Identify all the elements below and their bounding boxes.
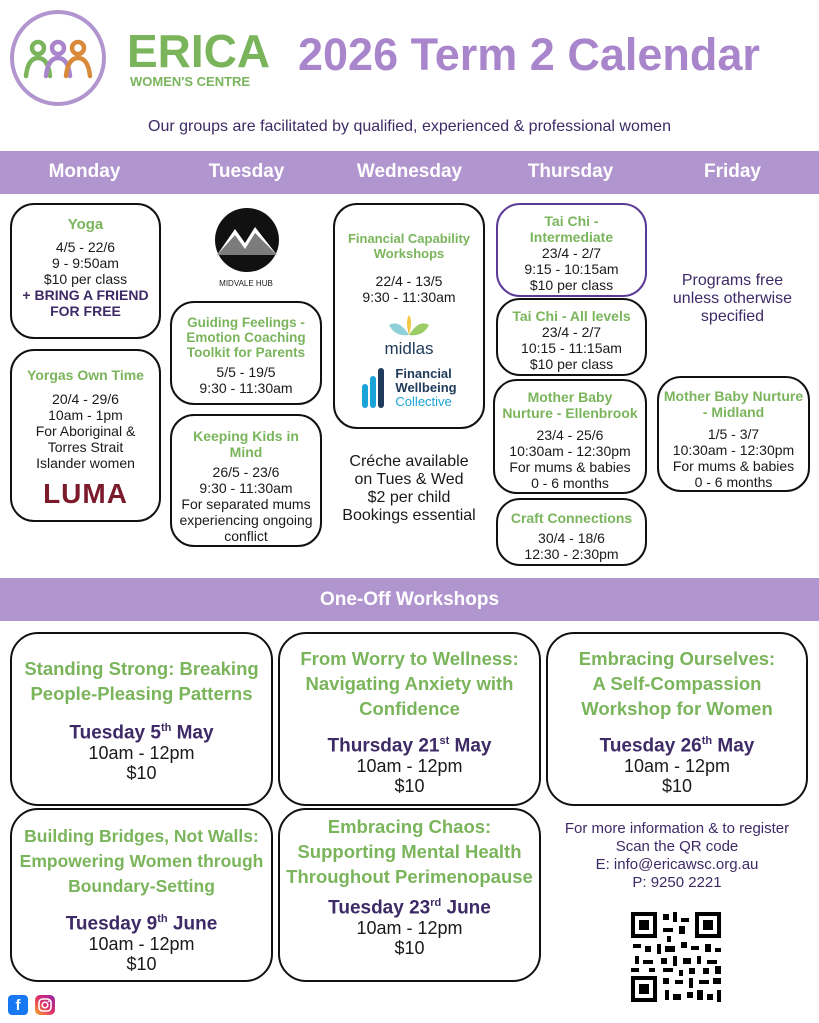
instagram-icon[interactable] — [35, 995, 55, 1015]
card-craft-connections — [496, 498, 647, 566]
day-wednesday: Wednesday — [356, 161, 463, 182]
fwc-logo — [335, 366, 483, 410]
card-ages: 0 - 6 months — [531, 475, 609, 491]
card-taichi-intermediate — [496, 203, 647, 297]
fwc-line: Financial — [395, 366, 452, 381]
card-dates: 22/4 - 13/5 — [375, 273, 443, 289]
fwc-line: Wellbeing — [395, 380, 457, 395]
card-financial-capability — [333, 203, 485, 429]
card-title: Tai Chi - Intermediate — [529, 213, 614, 245]
creche-line: Créche available — [349, 453, 469, 470]
card-title: Mother Baby Nurture - Ellenbrook — [502, 389, 638, 421]
card-time: 10:15 - 11:15am — [521, 340, 622, 356]
card-dates: 1/5 - 3/7 — [707, 426, 760, 442]
card-dates: 20/4 - 29/6 — [52, 391, 119, 407]
note-line: specified — [700, 308, 765, 325]
card-time: 9:15 - 10:15am — [524, 261, 619, 277]
creche-line: on Tues & Wed — [354, 471, 464, 488]
note-line: Programs free — [681, 272, 784, 289]
workshop-card — [546, 632, 808, 806]
brand-subtitle: WOMEN'S CENTRE — [130, 74, 251, 89]
workshop-time: 10am - 12pm — [356, 756, 463, 777]
creche-line: Bookings essential — [342, 507, 476, 524]
workshop-time: 10am - 12pm — [88, 934, 195, 955]
card-dates: 4/5 - 22/6 — [55, 239, 116, 255]
workshop-time: 10am - 12pm — [356, 918, 463, 939]
lotus-icon — [385, 315, 433, 337]
page-title: 2026 Term 2 Calendar — [298, 29, 760, 80]
card-title: Mother Baby Nurture - Midland — [663, 388, 804, 420]
card-title: Financial Capability Workshops — [347, 231, 471, 261]
workshop-title: From Worry to Wellness: Navigating Anxiety with Confidence — [300, 648, 519, 719]
card-title: Tai Chi - All levels — [512, 308, 631, 324]
workshop-card — [10, 632, 273, 806]
card-dates: 23/4 - 2/7 — [541, 245, 602, 261]
card-ages: 0 - 6 months — [694, 474, 773, 490]
workshop-title: Embracing Chaos: Supporting Mental Health Throughout Perimenopause — [286, 816, 533, 887]
card-dates: 26/5 - 23/6 — [212, 464, 280, 480]
card-desc: For separated mums experiencing ongoing conflict — [179, 496, 313, 544]
card-time: 9:30 - 11:30am — [199, 380, 293, 396]
programs-free-note — [651, 272, 814, 326]
oneoff-heading: One-Off Workshops — [319, 589, 500, 610]
date-suffix: th — [160, 722, 172, 734]
card-guiding-feelings — [170, 301, 322, 405]
workshop-date — [280, 893, 539, 918]
card-title: Yorgas Own Time — [27, 367, 144, 383]
workshop-date — [280, 731, 539, 756]
workshop-title: Standing Strong: Breaking People-Pleasing Patterns — [24, 658, 259, 704]
day-thursday: Thursday — [527, 161, 614, 182]
workshop-title: Building Bridges, Not Walls: Empowering Women through Boundary-Setting — [19, 826, 264, 896]
midlas-text: midlas — [384, 339, 434, 358]
date-month: June — [167, 913, 218, 935]
workshop-price: $10 — [126, 954, 157, 975]
oneoff-bar — [0, 578, 819, 621]
card-desc: For mums & babies — [509, 459, 631, 475]
contact-line: For more information & to register — [564, 820, 790, 837]
day-monday: Monday — [48, 161, 121, 182]
workshop-title: Embracing Ourselves: A Self-Compassion Workshop for Women — [578, 648, 776, 719]
card-desc: For Aboriginal & Torres Strait Islander women — [35, 423, 136, 471]
creche-line: $2 per child — [367, 489, 451, 506]
workshop-price: $10 — [394, 938, 425, 959]
card-dates: 23/4 - 2/7 — [541, 324, 602, 340]
card-dates: 23/4 - 25/6 — [536, 427, 604, 443]
card-dates: 5/5 - 19/5 — [216, 364, 276, 380]
logo-circle — [10, 10, 106, 106]
workshop-time: 10am - 12pm — [623, 756, 731, 777]
camera-icon — [35, 995, 55, 1015]
date-day: Tuesday 26 — [599, 735, 702, 757]
card-title: Yoga — [67, 216, 104, 233]
contact-phone[interactable]: P: 9250 2221 — [632, 874, 722, 891]
card-desc: For mums & babies — [672, 458, 795, 474]
brand-name: ERICA — [127, 25, 271, 77]
bars-icon — [361, 366, 391, 410]
workshop-card — [10, 808, 273, 982]
creche-info — [326, 453, 492, 525]
card-time: 9 - 9:50am — [52, 255, 119, 271]
days-bar — [0, 151, 819, 194]
date-day: Thursday 21 — [327, 735, 440, 757]
qr-code[interactable] — [629, 910, 723, 1004]
date-day: Tuesday 9 — [65, 913, 158, 935]
note-line: unless otherwise — [672, 290, 793, 307]
contact-info — [541, 820, 813, 892]
date-month: June — [441, 897, 491, 919]
date-month: May — [171, 722, 214, 744]
date-month: May — [712, 735, 755, 757]
card-price: $10 per class — [529, 356, 614, 372]
fwc-text — [395, 367, 456, 409]
date-month: May — [449, 735, 492, 757]
fwc-line: Collective — [395, 394, 452, 409]
midvale-hub-label: MIDVALE HUB — [219, 279, 273, 288]
card-time: 10:30am - 12:30pm — [509, 443, 631, 459]
workshop-date — [12, 909, 271, 934]
workshop-date — [548, 731, 806, 756]
women-figures-icon — [14, 14, 102, 102]
card-taichi-all-levels — [496, 298, 647, 376]
date-suffix: st — [439, 735, 450, 747]
card-title: Guiding Feelings - Emotion Coaching Toolkit for Parents — [186, 315, 306, 360]
midvale-hub-logo — [213, 207, 281, 273]
card-mother-baby-midland — [657, 376, 810, 492]
tagline: Our groups are facilitated by qualified, experienced & professional women — [148, 118, 671, 135]
card-time: 10:30am - 12:30pm — [672, 442, 795, 458]
date-day: Tuesday 23 — [328, 897, 431, 919]
contact-email[interactable]: E: info@ericawsc.org.au — [595, 856, 759, 873]
mountain-icon — [213, 207, 281, 273]
card-keeping-kids — [170, 414, 322, 547]
workshop-time: 10am - 12pm — [88, 743, 195, 764]
contact-line: Scan the QR code — [615, 838, 739, 855]
luma-logo: LUMA — [43, 478, 128, 509]
card-yorgas — [10, 349, 161, 522]
date-suffix: rd — [430, 897, 442, 909]
date-day: Tuesday 5 — [69, 722, 161, 744]
workshop-price: $10 — [661, 776, 693, 797]
workshop-card — [278, 808, 541, 982]
card-title: Keeping Kids in Mind — [193, 428, 299, 460]
card-yoga — [10, 203, 161, 339]
date-suffix: th — [157, 913, 168, 925]
card-price: $10 per class — [43, 271, 128, 287]
card-time: 12:30 - 2:30pm — [524, 546, 619, 562]
card-note: + BRING A FRIEND FOR FREE — [22, 287, 149, 319]
qr-code-icon — [629, 910, 723, 1004]
day-tuesday: Tuesday — [208, 161, 285, 182]
facebook-icon[interactable]: f — [8, 995, 28, 1015]
card-time: 10am - 1pm — [48, 407, 123, 423]
card-time: 9:30 - 11:30am — [362, 289, 456, 305]
card-dates: 30/4 - 18/6 — [538, 530, 605, 546]
card-time: 9:30 - 11:30am — [199, 480, 293, 496]
midlas-logo — [335, 315, 483, 358]
workshop-date — [12, 718, 271, 743]
day-friday: Friday — [703, 161, 762, 182]
card-title: Craft Connections — [510, 510, 633, 526]
card-price: $10 per class — [529, 277, 614, 293]
workshop-price: $10 — [126, 763, 157, 784]
workshop-price: $10 — [394, 776, 425, 797]
card-mother-baby-ellenbrook — [493, 379, 647, 494]
date-suffix: th — [701, 735, 713, 747]
workshop-card — [278, 632, 541, 806]
